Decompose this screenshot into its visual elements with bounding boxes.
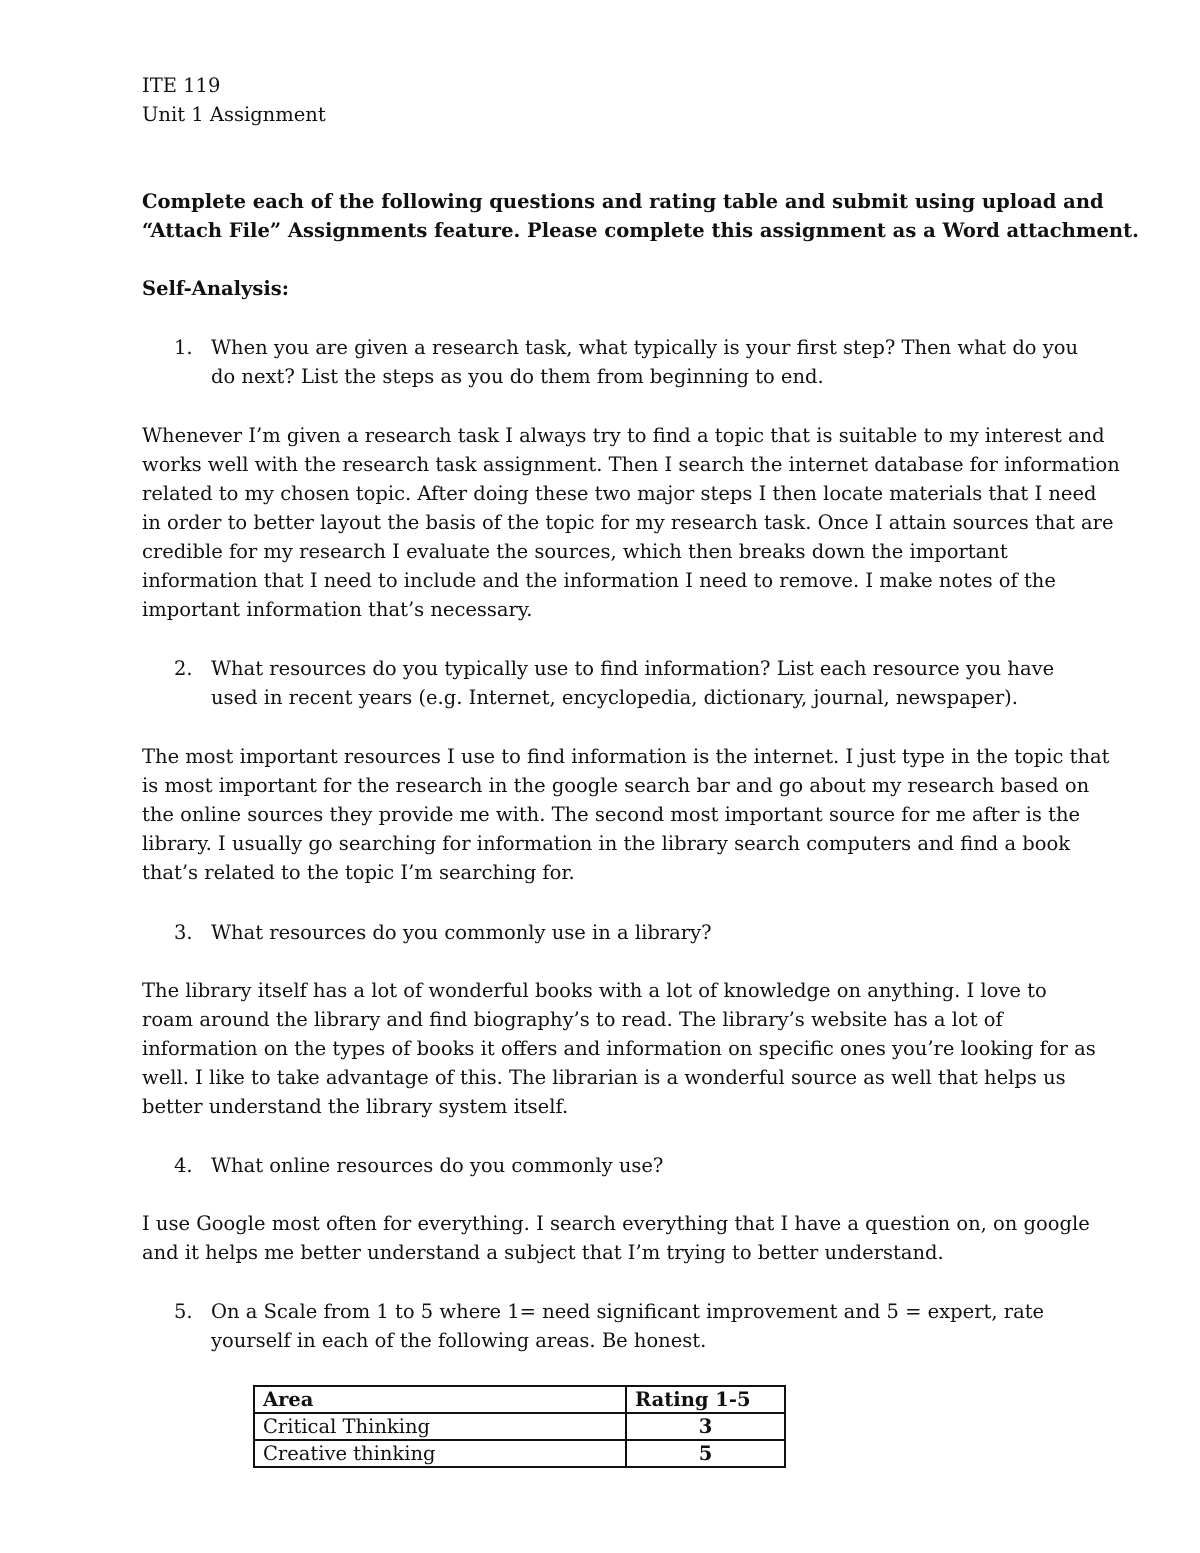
question-text: used in recent years (e.g. Internet, encyclopedia, dictionary, journal, newspaper). (211, 686, 1018, 709)
rating-cell: 3 (626, 1413, 785, 1440)
area-cell: Critical Thinking (254, 1413, 626, 1440)
question-text: When you are given a research task, what typically is your first step? Then what do you (211, 336, 1079, 359)
question-number: 4. (174, 1154, 193, 1177)
answer-line: Whenever I’m given a research task I always try to find a topic that is suitable to my interest and (142, 424, 1105, 447)
answer-line: in order to better layout the basis of the topic for my research task. Once I attain sources that are (142, 511, 1114, 534)
answer-line: credible for my research I evaluate the sources, which then breaks down the important (142, 540, 1008, 563)
column-header-rating: Rating 1-5 (626, 1386, 785, 1413)
question-text: What resources do you commonly use in a library? (211, 921, 712, 944)
answer-line: that’s related to the topic I’m searching for. (142, 861, 575, 884)
answer-line: information on the types of books it offers and information on specific ones you’re looking for as (142, 1037, 1096, 1060)
rating-table (253, 1385, 786, 1468)
answer-line: The library itself has a lot of wonderful books with a lot of knowledge on anything. I love to (142, 979, 1047, 1002)
instructions-line-2: “Attach File” Assignments feature. Please complete this assignment as a Word attachment. (142, 219, 1139, 242)
section-title: Self-Analysis: (142, 277, 289, 300)
assignment-title: Unit 1 Assignment (142, 103, 326, 126)
answer-line: is most important for the research in the google search bar and go about my research based on (142, 774, 1090, 797)
answer-line: I use Google most often for everything. I search everything that I have a question on, on google (142, 1212, 1090, 1235)
course-code: ITE 119 (142, 74, 221, 97)
question-text: What resources do you typically use to find information? List each resource you have (211, 657, 1055, 680)
answer-line: related to my chosen topic. After doing these two major steps I then locate materials that I need (142, 482, 1097, 505)
question-number: 2. (174, 657, 193, 680)
answer-line: information that I need to include and the information I need to remove. I make notes of the (142, 569, 1056, 592)
table-row (254, 1413, 785, 1440)
question-text: do next? List the steps as you do them from beginning to end. (211, 365, 824, 388)
question-number: 5. (174, 1300, 193, 1323)
column-header-area: Area (254, 1386, 626, 1413)
table-row (254, 1440, 785, 1467)
answer-line: better understand the library system itself. (142, 1095, 569, 1118)
answer-line: well. I like to take advantage of this. The librarian is a wonderful source as well that helps us (142, 1066, 1066, 1089)
answer-line: library. I usually go searching for information in the library search computers and find a book (142, 832, 1071, 855)
answer-line: the online sources they provide me with. The second most important source for me after is the (142, 803, 1081, 826)
question-text: What online resources do you commonly use? (211, 1154, 664, 1177)
table-header-row (254, 1386, 785, 1413)
answer-line: roam around the library and find biography’s to read. The library’s website has a lot of (142, 1008, 1003, 1031)
rating-cell: 5 (626, 1440, 785, 1467)
question-text: yourself in each of the following areas. Be honest. (211, 1329, 707, 1352)
question-number: 1. (174, 336, 193, 359)
area-cell: Creative thinking (254, 1440, 626, 1467)
question-text: On a Scale from 1 to 5 where 1= need significant improvement and 5 = expert, rate (211, 1300, 1045, 1323)
answer-line: works well with the research task assignment. Then I search the internet database for information (142, 453, 1120, 476)
answer-line: important information that’s necessary. (142, 598, 533, 621)
answer-line: and it helps me better understand a subject that I’m trying to better understand. (142, 1241, 944, 1264)
answer-line: The most important resources I use to find information is the internet. I just type in the topic that (142, 745, 1110, 768)
instructions-line-1: Complete each of the following questions and rating table and submit using upload and (142, 190, 1104, 213)
question-number: 3. (174, 921, 193, 944)
